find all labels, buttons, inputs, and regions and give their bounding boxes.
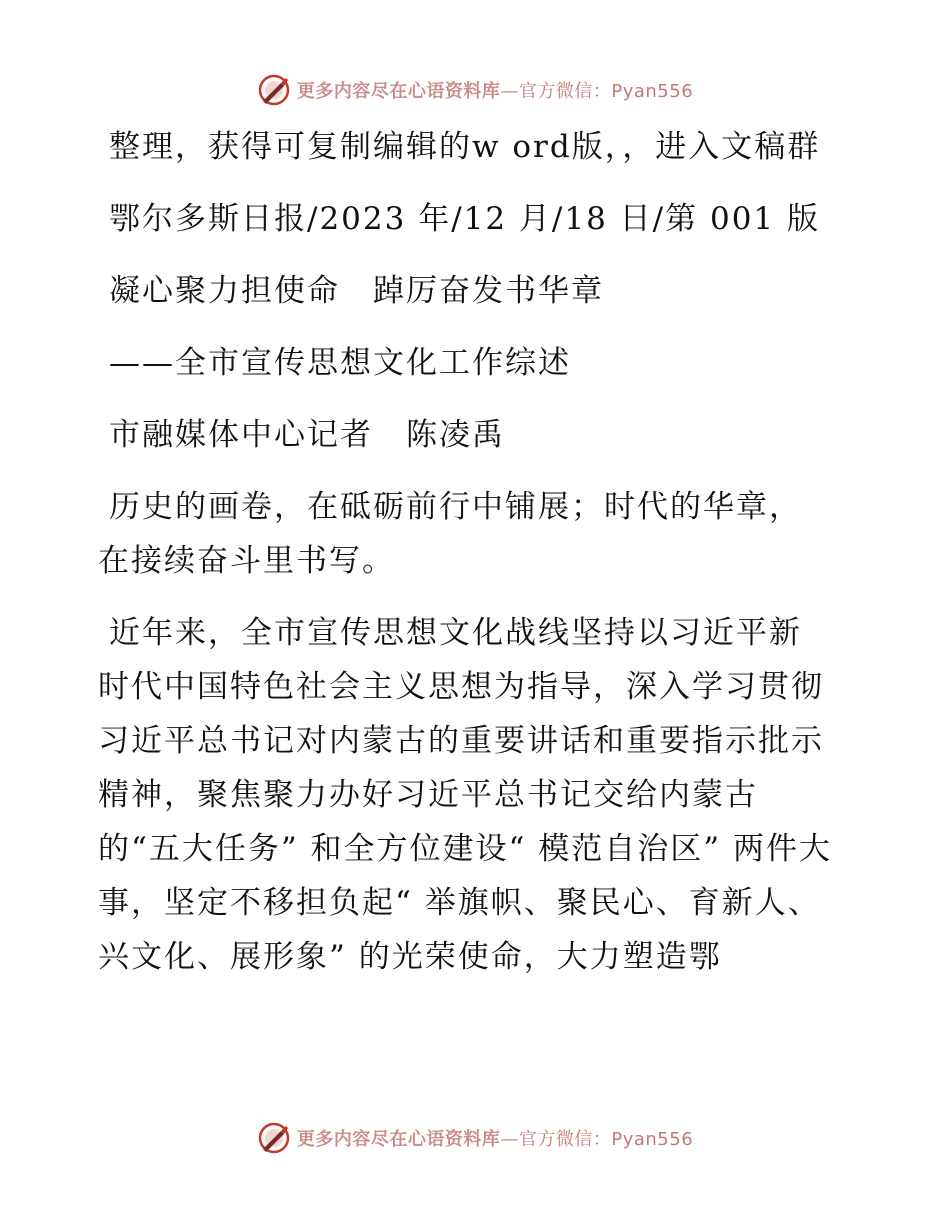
body-paragraph: 历史的画卷，在砥砺前行中铺展；时代的华章，在接续奋斗里书写。 xyxy=(98,489,802,579)
header-watermark xyxy=(0,70,950,110)
document-body xyxy=(98,120,833,1002)
watermark-site-text: 更多内容尽在心语资料库 xyxy=(296,81,501,102)
watermark-site-text: 更多内容尽在心语资料库 xyxy=(296,1129,501,1150)
watermark-dash: — xyxy=(500,1129,519,1150)
watermark-wechat-id: Pyan556 xyxy=(611,1129,694,1150)
byline: 市融媒体中心记者 陈凌禹 xyxy=(109,417,505,453)
watermark-dash: — xyxy=(500,81,519,102)
watermark-contact-label: 官方微信： xyxy=(518,1129,612,1150)
footer-watermark xyxy=(0,1118,950,1158)
intro-note: 整理，获得可复制编辑的w ord版，，进入文稿群 xyxy=(109,129,821,165)
watermark-wechat-id: Pyan556 xyxy=(611,81,694,102)
body-paragraph: 近年来，全市宣传思想文化战线坚持以习近平新时代中国特色社会主义思想为指导，深入学习贯彻习近平总书记对内蒙古的重要讲话和重要指示批示精神，聚焦聚力办好习近平总书记交给内蒙古的“五大任务” 和全方位建设“ 模范自治区” 两件大事，坚定不移担负起“ 举旗帜、聚民心、育新人、兴文化、展形象” 的光荣使命，大力塑造鄂 xyxy=(98,615,832,975)
watermark-text xyxy=(297,77,693,103)
article-title: 凝心聚力担使命 踔厉奋发书华章 xyxy=(109,273,604,309)
source-line: 鄂尔多斯日报/2023 年/12 月/18 日/第 001 版 xyxy=(109,201,821,237)
watermark-text xyxy=(297,1125,693,1151)
pen-logo-icon xyxy=(257,73,291,107)
pen-logo-icon xyxy=(257,1121,291,1155)
watermark-contact-label: 官方微信： xyxy=(518,81,612,102)
article-subtitle: ——全市宣传思想文化工作综述 xyxy=(109,345,571,381)
